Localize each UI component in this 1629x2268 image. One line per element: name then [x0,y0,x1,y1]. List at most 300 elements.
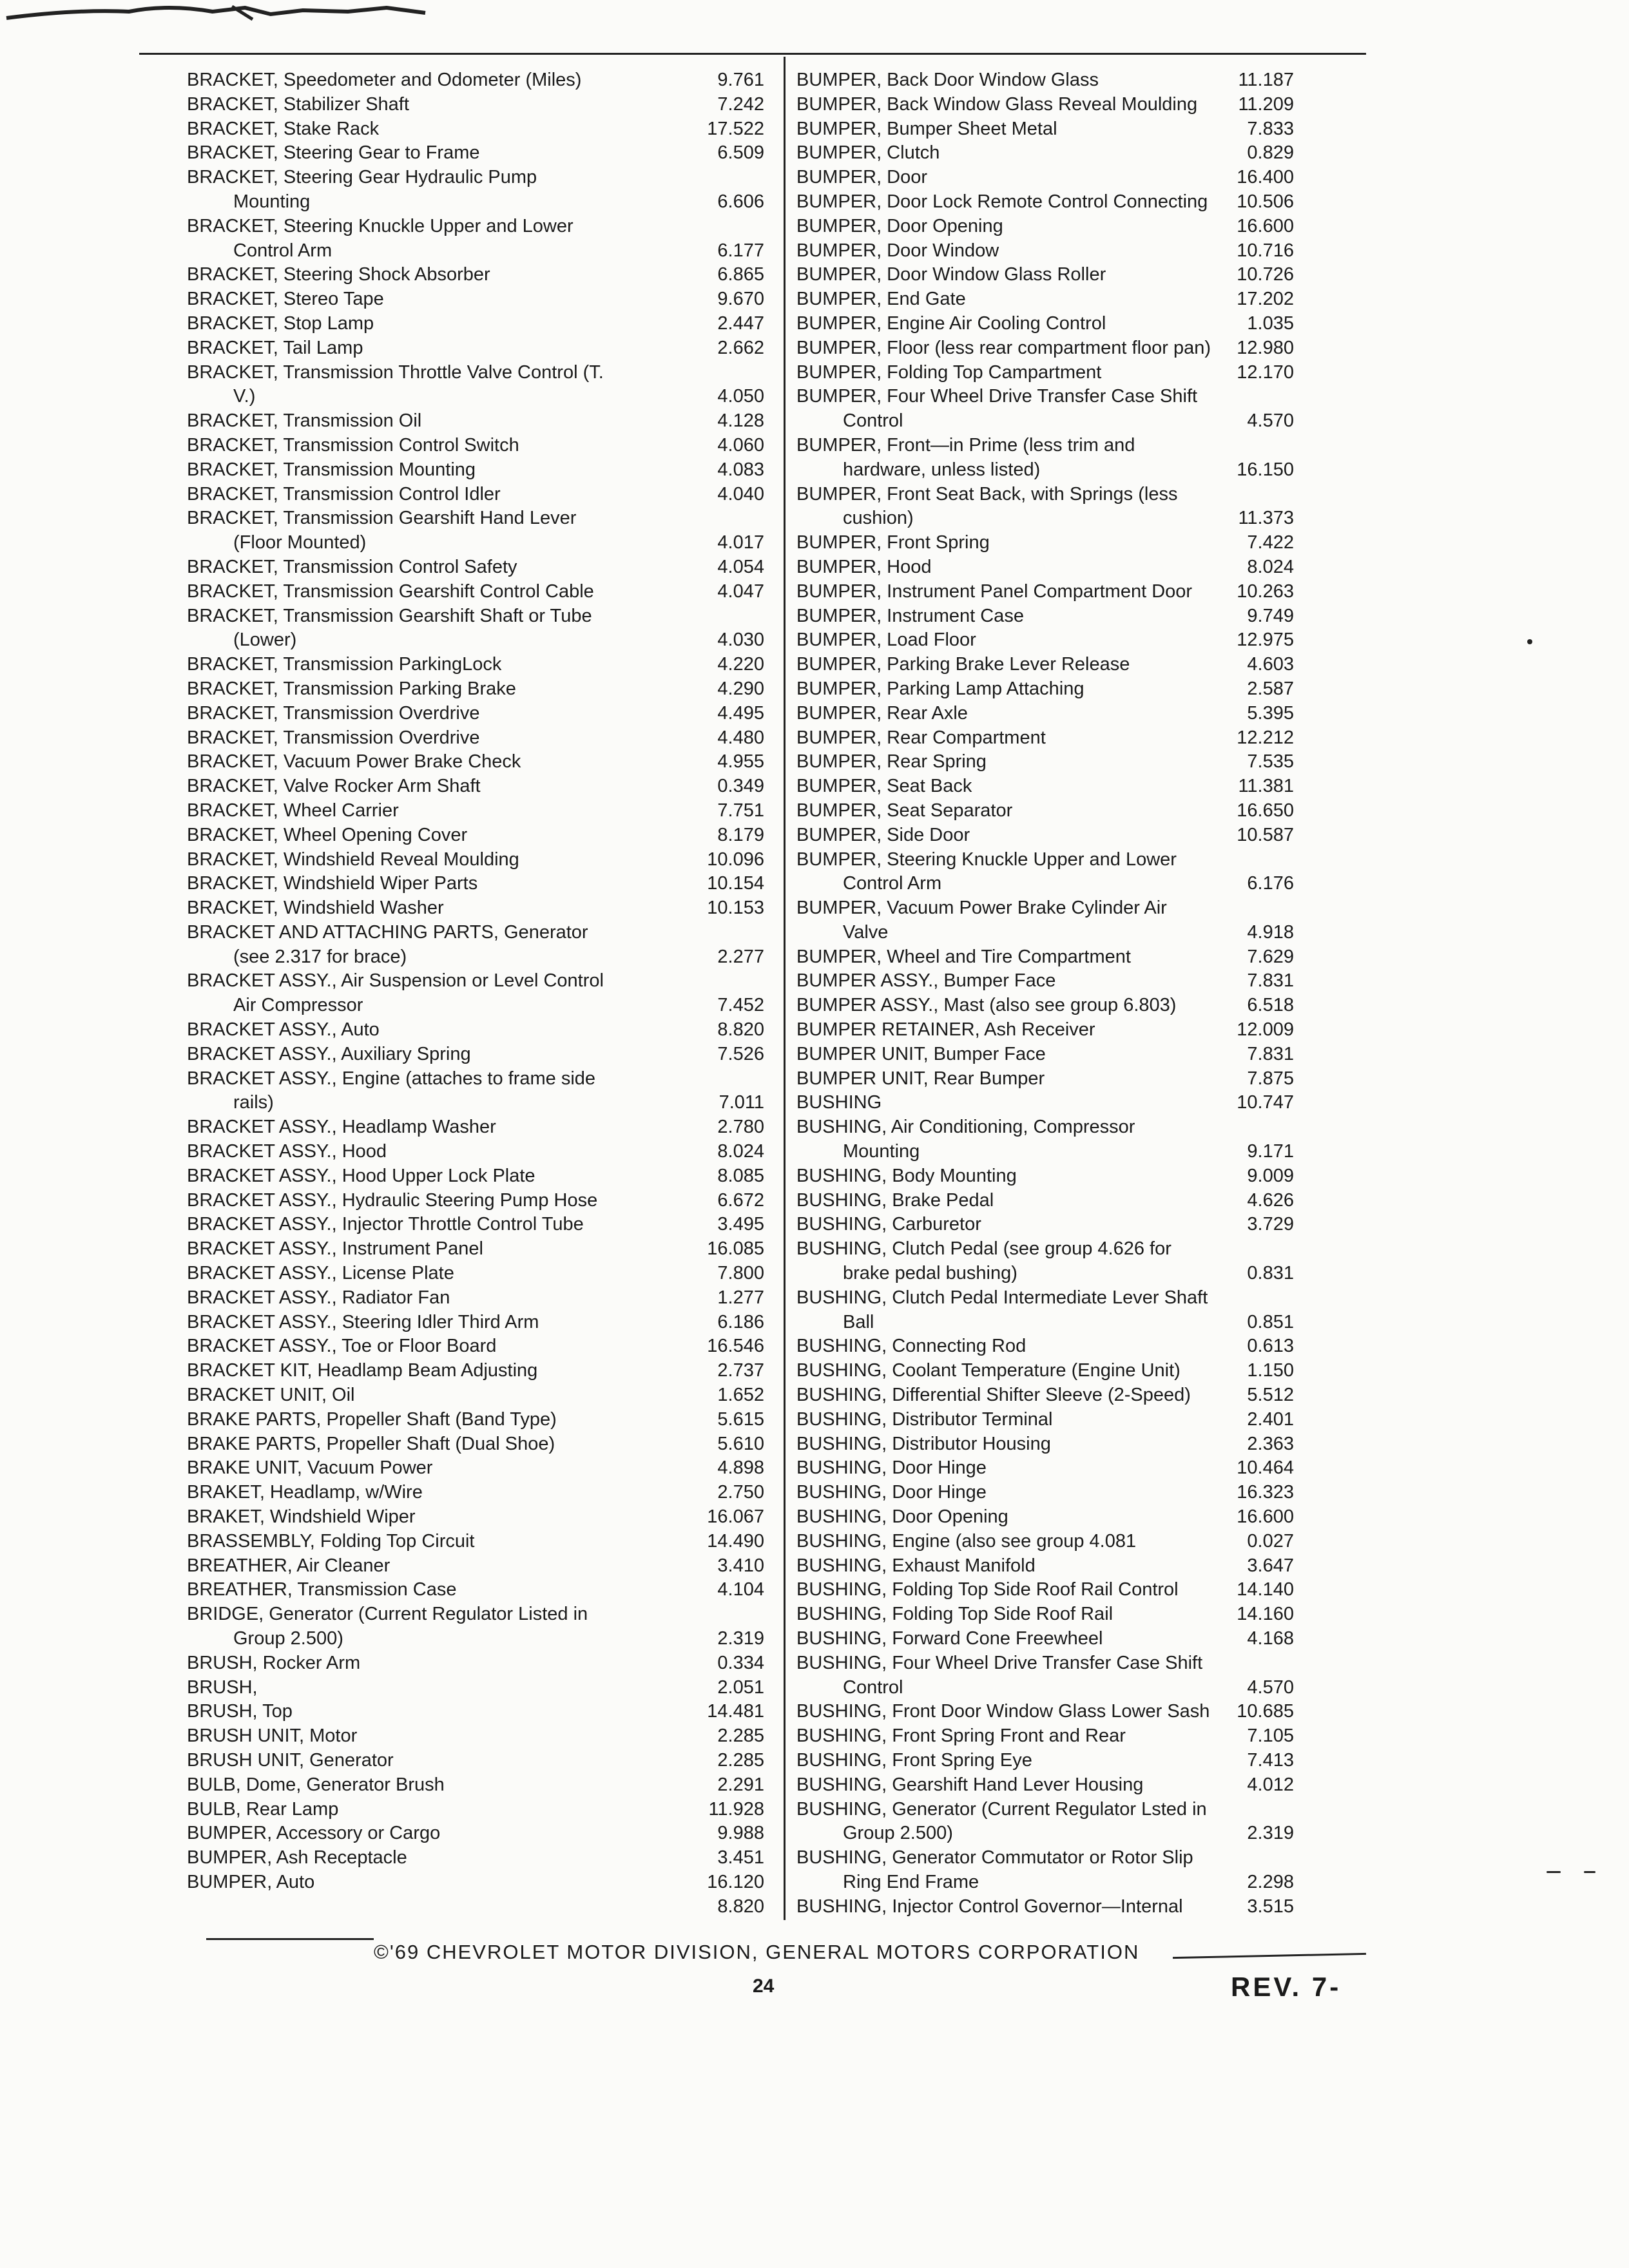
entry-group-number: 4.898 [717,1457,764,1479]
entry-group-number: 4.570 [1247,1677,1294,1698]
index-entry [187,434,764,458]
index-entry [187,653,764,677]
index-entry [187,702,764,726]
entry-name: BRACKET, Transmission Overdrive [187,702,480,724]
entry-name: BUMPER, Rear Compartment [796,727,1046,748]
index-entry [187,1724,764,1749]
entry-name: Ball [843,1311,874,1332]
entry-name: BUMPER, Wheel and Tire Compartment [796,946,1131,967]
entry-name: BRUSH, [187,1677,258,1698]
index-entry [796,1627,1294,1651]
entry-group-number: 11.187 [1238,70,1294,90]
entry-group-number: 4.060 [717,434,764,456]
entry-name: BUSHING [796,1092,882,1113]
index-entry [187,458,764,483]
index-entry [187,287,764,312]
index-entry-continuation [796,506,1294,531]
index-entry [796,1383,1294,1408]
entry-group-number: 0.851 [1247,1311,1294,1332]
entry-name: Control [843,1677,903,1698]
index-entry [187,872,764,896]
entry-name: BRACKET, Vacuum Power Brake Check [187,751,521,773]
index-entry [796,1091,1294,1115]
page-number: 24 [753,1975,775,1997]
entry-name: BUMPER, Accessory or Cargo [187,1823,441,1844]
entry-name: BRACKET, Wheel Opening Cover [187,824,468,845]
left-index-column [187,68,764,1919]
entry-group-number: 7.751 [717,800,764,821]
index-entry [187,1237,764,1262]
entry-name: BUMPER, Load Floor [796,629,976,651]
entry-group-number: 9.670 [717,289,764,310]
index-entry [187,1018,764,1043]
index-entry-continuation [796,1870,1294,1895]
entry-name: BRACKET, Transmission Gearshift Control Cable [187,581,594,602]
index-entry-continuation [796,921,1294,945]
index-entry [187,1895,764,1919]
entry-name: BRACKET, Stake Rack [187,118,380,139]
entry-name: BUMPER, Door Window [796,240,999,261]
entry-name: BUMPER, Seat Separator [796,800,1013,821]
entry-name: BUSHING, Clutch Pedal Intermediate Lever Shaft [796,1287,1208,1308]
entry-group-number: 2.319 [717,1628,764,1649]
entry-group-number: 3.729 [1247,1214,1294,1235]
entry-name: BRACKET, Wheel Carrier [187,800,399,821]
entry-group-number: 16.067 [707,1506,764,1528]
index-entry [187,1456,764,1481]
index-entry [187,1067,764,1091]
entry-group-number: 7.833 [1247,118,1294,139]
entry-group-number: 7.629 [1247,946,1294,967]
entry-name: BRUSH UNIT, Motor [187,1725,358,1747]
entry-group-number: 7.831 [1247,970,1294,992]
entry-group-number: 6.509 [717,142,764,164]
entry-name: BUMPER, Door Lock Remote Control Connecting [796,191,1208,212]
entry-name: BUSHING, Exhaust Manifold [796,1555,1036,1576]
index-entry-continuation [187,531,764,555]
entry-name: BUSHING, Distributor Terminal [796,1408,1053,1430]
index-entry [796,1651,1294,1676]
entry-group-number: 5.395 [1247,702,1294,724]
index-entry-continuation [187,239,764,264]
entry-name: BUMPER ASSY., Mast (also see group 6.803) [796,995,1177,1016]
entry-name: BRACKET, Steering Gear Hydraulic Pump [187,167,537,188]
entry-name: BUMPER, Instrument Panel Compartment Door [796,581,1193,602]
entry-name: Ring End Frame [843,1871,979,1892]
index-entry [187,141,764,166]
entry-group-number: 1.035 [1247,312,1294,334]
entry-name: BREATHER, Transmission Case [187,1579,457,1600]
index-entry [796,287,1294,312]
index-entry [187,1798,764,1822]
entry-name: BUMPER, Folding Top Campartment [796,361,1102,383]
index-entry [796,1773,1294,1798]
entry-name: BRACKET ASSY., Hood Upper Lock Plate [187,1165,535,1186]
index-entry [796,239,1294,264]
entry-group-number: 16.600 [1237,1506,1294,1528]
index-entry [796,434,1294,458]
index-entry [187,1286,764,1311]
entry-name: BUMPER, Back Window Glass Reveal Moulding [796,93,1198,115]
entry-group-number: 14.160 [1237,1604,1294,1625]
entry-group-number: 4.030 [717,629,764,651]
entry-name: BUSHING, Door Hinge [796,1457,987,1479]
entry-group-number: 4.128 [717,410,764,432]
index-entry [796,580,1294,604]
index-entry [796,945,1294,970]
entry-name: BRACKET, Transmission Parking Brake [187,678,516,699]
entry-name: BUSHING, Distributor Housing [796,1433,1051,1454]
entry-name: BRACKET, Speedometer and Odometer (Miles) [187,70,582,90]
entry-group-number: 7.452 [717,995,764,1016]
entry-group-number: 8.820 [717,1896,764,1917]
entry-name: BRACKET, Windshield Washer [187,898,444,919]
entry-name: BRIDGE, Generator (Current Regulator Listed in [187,1604,588,1625]
entry-group-number: 7.535 [1247,751,1294,773]
index-entry [796,166,1294,190]
entry-name: BRACKET, Stop Lamp [187,312,374,334]
entry-group-number: 16.085 [707,1238,764,1260]
index-entry [796,1213,1294,1237]
entry-name: BRAKE PARTS, Propeller Shaft (Dual Shoe) [187,1433,555,1454]
index-entry [187,1821,764,1846]
entry-name: Group 2.500) [233,1628,343,1649]
entry-name: BUSHING, Folding Top Side Roof Rail Control [796,1579,1179,1600]
index-entry [796,1846,1294,1870]
entry-name: BREATHER, Air Cleaner [187,1555,390,1576]
entry-group-number: 2.298 [1247,1871,1294,1892]
index-entry [187,1749,764,1773]
entry-name: BUMPER, Side Door [796,824,970,845]
index-entry-continuation [796,1821,1294,1846]
entry-name: BUSHING, Generator (Current Regulator Lsted in [796,1798,1207,1820]
entry-group-number: 3.410 [717,1555,764,1576]
entry-group-number: 4.040 [717,483,764,505]
index-entry-continuation [187,190,764,215]
index-entry-continuation [187,385,764,409]
entry-name: BRACKET, Transmission Control Idler [187,483,501,505]
index-entry [796,1578,1294,1602]
entry-name: BUSHING, Front Door Window Glass Lower Sash [796,1701,1210,1722]
entry-group-number: 4.104 [717,1579,764,1600]
index-entry [187,1578,764,1602]
index-entry [187,68,764,93]
index-entry [187,117,764,142]
index-entry [796,1432,1294,1457]
entry-name: BUMPER, Engine Air Cooling Control [796,312,1106,334]
index-entry [187,1846,764,1870]
entry-group-number: 2.737 [717,1360,764,1381]
index-entry [187,166,764,190]
right-index-column [796,68,1294,1919]
index-entry [187,483,764,507]
index-entry [796,531,1294,555]
entry-group-number: 4.083 [717,459,764,480]
index-entry [796,750,1294,774]
entry-name: BRACKET ASSY., Auxiliary Spring [187,1043,471,1064]
entry-group-number: 10.153 [707,898,764,919]
entry-name: rails) [233,1092,274,1113]
entry-group-number: 0.829 [1247,142,1294,164]
top-rule [139,53,1366,55]
entry-group-number: 5.512 [1247,1385,1294,1406]
entry-group-number: 9.009 [1247,1165,1294,1186]
index-entry [187,1189,764,1213]
index-entry [796,1189,1294,1213]
index-entry [796,361,1294,385]
index-entry [796,799,1294,823]
entry-group-number: 4.955 [717,751,764,773]
entry-name: BUMPER, Ash Receptacle [187,1847,407,1869]
entry-name: brake pedal bushing) [843,1263,1017,1284]
index-entry [187,1164,764,1189]
entry-name: BUSHING, Injector Control Governor—Internal [796,1896,1183,1917]
entry-name: BRACKET, Stereo Tape [187,289,384,310]
entry-group-number: 1.652 [717,1385,764,1406]
entry-group-number: 10.096 [707,849,764,870]
index-entry [796,1164,1294,1189]
entry-name: BUSHING, Clutch Pedal (see group 4.626 for [796,1238,1171,1260]
entry-group-number: 9.761 [717,70,764,90]
entry-name: BUMPER, Rear Spring [796,751,987,773]
entry-name: BRACKET UNIT, Oil [187,1385,355,1406]
entry-name: BUMPER, Front—in Prime (less trim and [796,434,1135,456]
index-entry [796,1043,1294,1067]
entry-name: BRACKET ASSY., Hood [187,1141,387,1162]
footer-rule-left [206,1938,374,1940]
entry-name: Control [843,410,903,432]
index-entry [796,1067,1294,1091]
index-entry [187,361,764,385]
entry-name: BRACKET ASSY., Headlamp Washer [187,1117,496,1138]
index-entry-continuation [187,1091,764,1115]
entry-group-number: 16.150 [1237,459,1294,480]
entry-name: BUMPER, Parking Brake Lever Release [796,654,1130,675]
index-entry [796,1530,1294,1554]
entry-group-number: 0.349 [717,776,764,797]
entry-group-number: 8.085 [717,1165,764,1186]
entry-group-number: 10.263 [1237,581,1294,602]
index-entry [187,1505,764,1530]
index-entry [187,1870,764,1895]
index-entry [796,215,1294,239]
entry-group-number: 2.447 [717,312,764,334]
entry-group-number: 6.518 [1247,995,1294,1016]
entry-name: BUMPER, End Gate [796,289,966,310]
index-entry [796,774,1294,799]
entry-group-number: 1.150 [1247,1360,1294,1381]
entry-name: BRACKET ASSY., License Plate [187,1263,454,1284]
entry-group-number: 12.975 [1237,629,1294,651]
index-entry [187,1140,764,1164]
index-entry [796,726,1294,751]
entry-name: (Floor Mounted) [233,532,367,553]
entry-group-number: 3.647 [1247,1555,1294,1576]
index-entry-continuation [796,458,1294,483]
entry-group-number: 5.615 [717,1408,764,1430]
index-entry [187,555,764,580]
entry-name: BUMPER, Parking Lamp Attaching [796,678,1084,699]
entry-group-number: 7.831 [1247,1043,1294,1064]
entry-name: BUMPER, Instrument Case [796,605,1024,626]
entry-name: BULB, Rear Lamp [187,1798,339,1820]
entry-name: BUMPER, Floor (less rear compartment floor pan) [796,337,1211,358]
index-entry [796,702,1294,726]
entry-name: BRACKET, Steering Knuckle Upper and Lower [187,215,574,236]
entry-group-number: 10.506 [1237,191,1294,212]
entry-name: BUSHING, Folding Top Side Roof Rail [796,1604,1113,1625]
index-entry [796,848,1294,872]
index-entry [187,604,764,629]
entry-group-number: 17.202 [1237,289,1294,310]
index-entry [187,1311,764,1335]
entry-group-number: 7.800 [717,1263,764,1284]
entry-group-number: 6.176 [1247,873,1294,894]
entry-name: BUSHING, Gearshift Hand Lever Housing [796,1774,1144,1795]
index-entry [796,653,1294,677]
entry-name: BRACKET, Valve Rocker Arm Shaft [187,776,481,797]
entry-group-number: 10.726 [1237,264,1294,285]
entry-group-number: 2.285 [717,1749,764,1771]
entry-group-number: 8.820 [717,1019,764,1041]
entry-group-number: 16.323 [1237,1482,1294,1503]
entry-group-number: 4.290 [717,678,764,699]
index-entry-continuation [796,1311,1294,1335]
entry-name: BUSHING, Connecting Rod [796,1336,1027,1357]
entry-name: BUSHING, Body Mounting [796,1165,1017,1186]
entry-group-number: 2.401 [1247,1408,1294,1430]
entry-name: Control Arm [233,240,333,261]
entry-name: BRACKET, Steering Gear to Frame [187,142,480,164]
scan-speck [1584,1871,1595,1873]
entry-name: BUSHING, Differential Shifter Sleeve (2-Speed) [796,1385,1191,1406]
entry-name: BRACKET ASSY., Auto [187,1019,380,1041]
entry-name: BUMPER, Steering Knuckle Upper and Lower [796,849,1177,870]
index-entry [796,969,1294,994]
index-entry [187,750,764,774]
entry-name: BRACKET, Windshield Reveal Moulding [187,849,519,870]
entry-name: BRACKET, Transmission Gearshift Shaft or Tube [187,605,592,626]
entry-name: BUSHING, Carburetor [796,1214,981,1235]
entry-name: V.) [233,386,256,407]
entry-name: (Lower) [233,629,297,651]
entry-group-number: 4.918 [1247,921,1294,943]
entry-group-number: 3.515 [1247,1896,1294,1917]
entry-name: cushion) [843,508,914,529]
entry-name: BRACKET, Transmission Overdrive [187,727,480,748]
index-entry [187,580,764,604]
index-entry [187,896,764,921]
index-entry [187,848,764,872]
entry-group-number: 2.780 [717,1117,764,1138]
index-entry [796,994,1294,1018]
index-entry [796,141,1294,166]
entry-group-number: 11.928 [708,1798,764,1820]
entry-name: BRASSEMBLY, Folding Top Circuit [187,1530,475,1552]
entry-name: BRACKET ASSY., Air Suspension or Level Control [187,970,604,992]
entry-group-number: 5.610 [717,1433,764,1454]
entry-name: BULB, Dome, Generator Brush [187,1774,445,1795]
index-entry [796,190,1294,215]
index-entry [796,312,1294,336]
index-entry [796,555,1294,580]
entry-name: BRACKET, Steering Shock Absorber [187,264,490,285]
index-entry [187,969,764,994]
entry-group-number: 0.027 [1247,1530,1294,1552]
entry-group-number: 4.495 [717,702,764,724]
index-entry [187,1262,764,1286]
entry-group-number: 7.526 [717,1043,764,1064]
column-divider [784,57,786,1920]
index-entry [796,1724,1294,1749]
index-entry-continuation [796,872,1294,896]
entry-name: hardware, unless listed) [843,459,1041,480]
entry-group-number: 1.277 [717,1287,764,1308]
entry-group-number: 8.179 [717,824,764,845]
entry-name: BUMPER UNIT, Bumper Face [796,1043,1046,1064]
entry-name: BRAKET, Windshield Wiper [187,1506,416,1528]
index-entry [187,215,764,239]
index-entry [187,336,764,361]
entry-name: BUMPER, Four Wheel Drive Transfer Case Shift [796,386,1198,407]
entry-name: Valve [843,921,889,943]
entry-group-number: 2.750 [717,1482,764,1503]
entry-group-number: 9.988 [717,1823,764,1844]
index-entry [796,1237,1294,1262]
index-entry [796,1018,1294,1043]
entry-group-number: 4.054 [717,556,764,577]
index-entry [187,1213,764,1237]
entry-name: BRUSH UNIT, Generator [187,1749,394,1771]
entry-name: BRACKET KIT, Headlamp Beam Adjusting [187,1360,538,1381]
entry-name: BUSHING, Door Hinge [796,1482,987,1503]
index-entry [187,1408,764,1432]
index-entry [187,726,764,751]
entry-name: BUSHING, Coolant Temperature (Engine Unit) [796,1360,1181,1381]
index-entry [187,1043,764,1067]
entry-group-number: 9.749 [1247,605,1294,626]
entry-group-number: 2.291 [717,1774,764,1795]
entry-name: BRACKET ASSY., Injector Throttle Control Tube [187,1214,584,1235]
index-entry [187,1530,764,1554]
index-entry [796,1456,1294,1481]
entry-name: BRACKET, Transmission Oil [187,410,422,432]
index-entry [187,1334,764,1359]
entry-group-number: 7.422 [1247,532,1294,553]
index-entry [796,1749,1294,1773]
index-entry [187,1359,764,1383]
entry-group-number: 9.171 [1247,1141,1294,1162]
entry-name: BUMPER, Hood [796,556,932,577]
entry-name: BUMPER, Vacuum Power Brake Cylinder Air [796,898,1167,919]
entry-group-number: 16.650 [1237,800,1294,821]
index-entry [187,1481,764,1505]
entry-group-number: 10.587 [1237,824,1294,845]
entry-group-number: 2.587 [1247,678,1294,699]
entry-name: BUMPER ASSY., Bumper Face [796,970,1056,992]
entry-group-number: 14.490 [707,1530,764,1552]
entry-group-number: 0.831 [1247,1263,1294,1284]
entry-group-number: 2.285 [717,1725,764,1747]
scan-speck [1547,1871,1561,1873]
entry-name: BUSHING, Brake Pedal [796,1189,994,1211]
entry-group-number: 8.024 [717,1141,764,1162]
entry-name: BUSHING, Four Wheel Drive Transfer Case Shift [796,1652,1203,1673]
index-entry [796,68,1294,93]
index-entry [187,263,764,287]
index-entry [187,774,764,799]
index-entry [796,604,1294,629]
